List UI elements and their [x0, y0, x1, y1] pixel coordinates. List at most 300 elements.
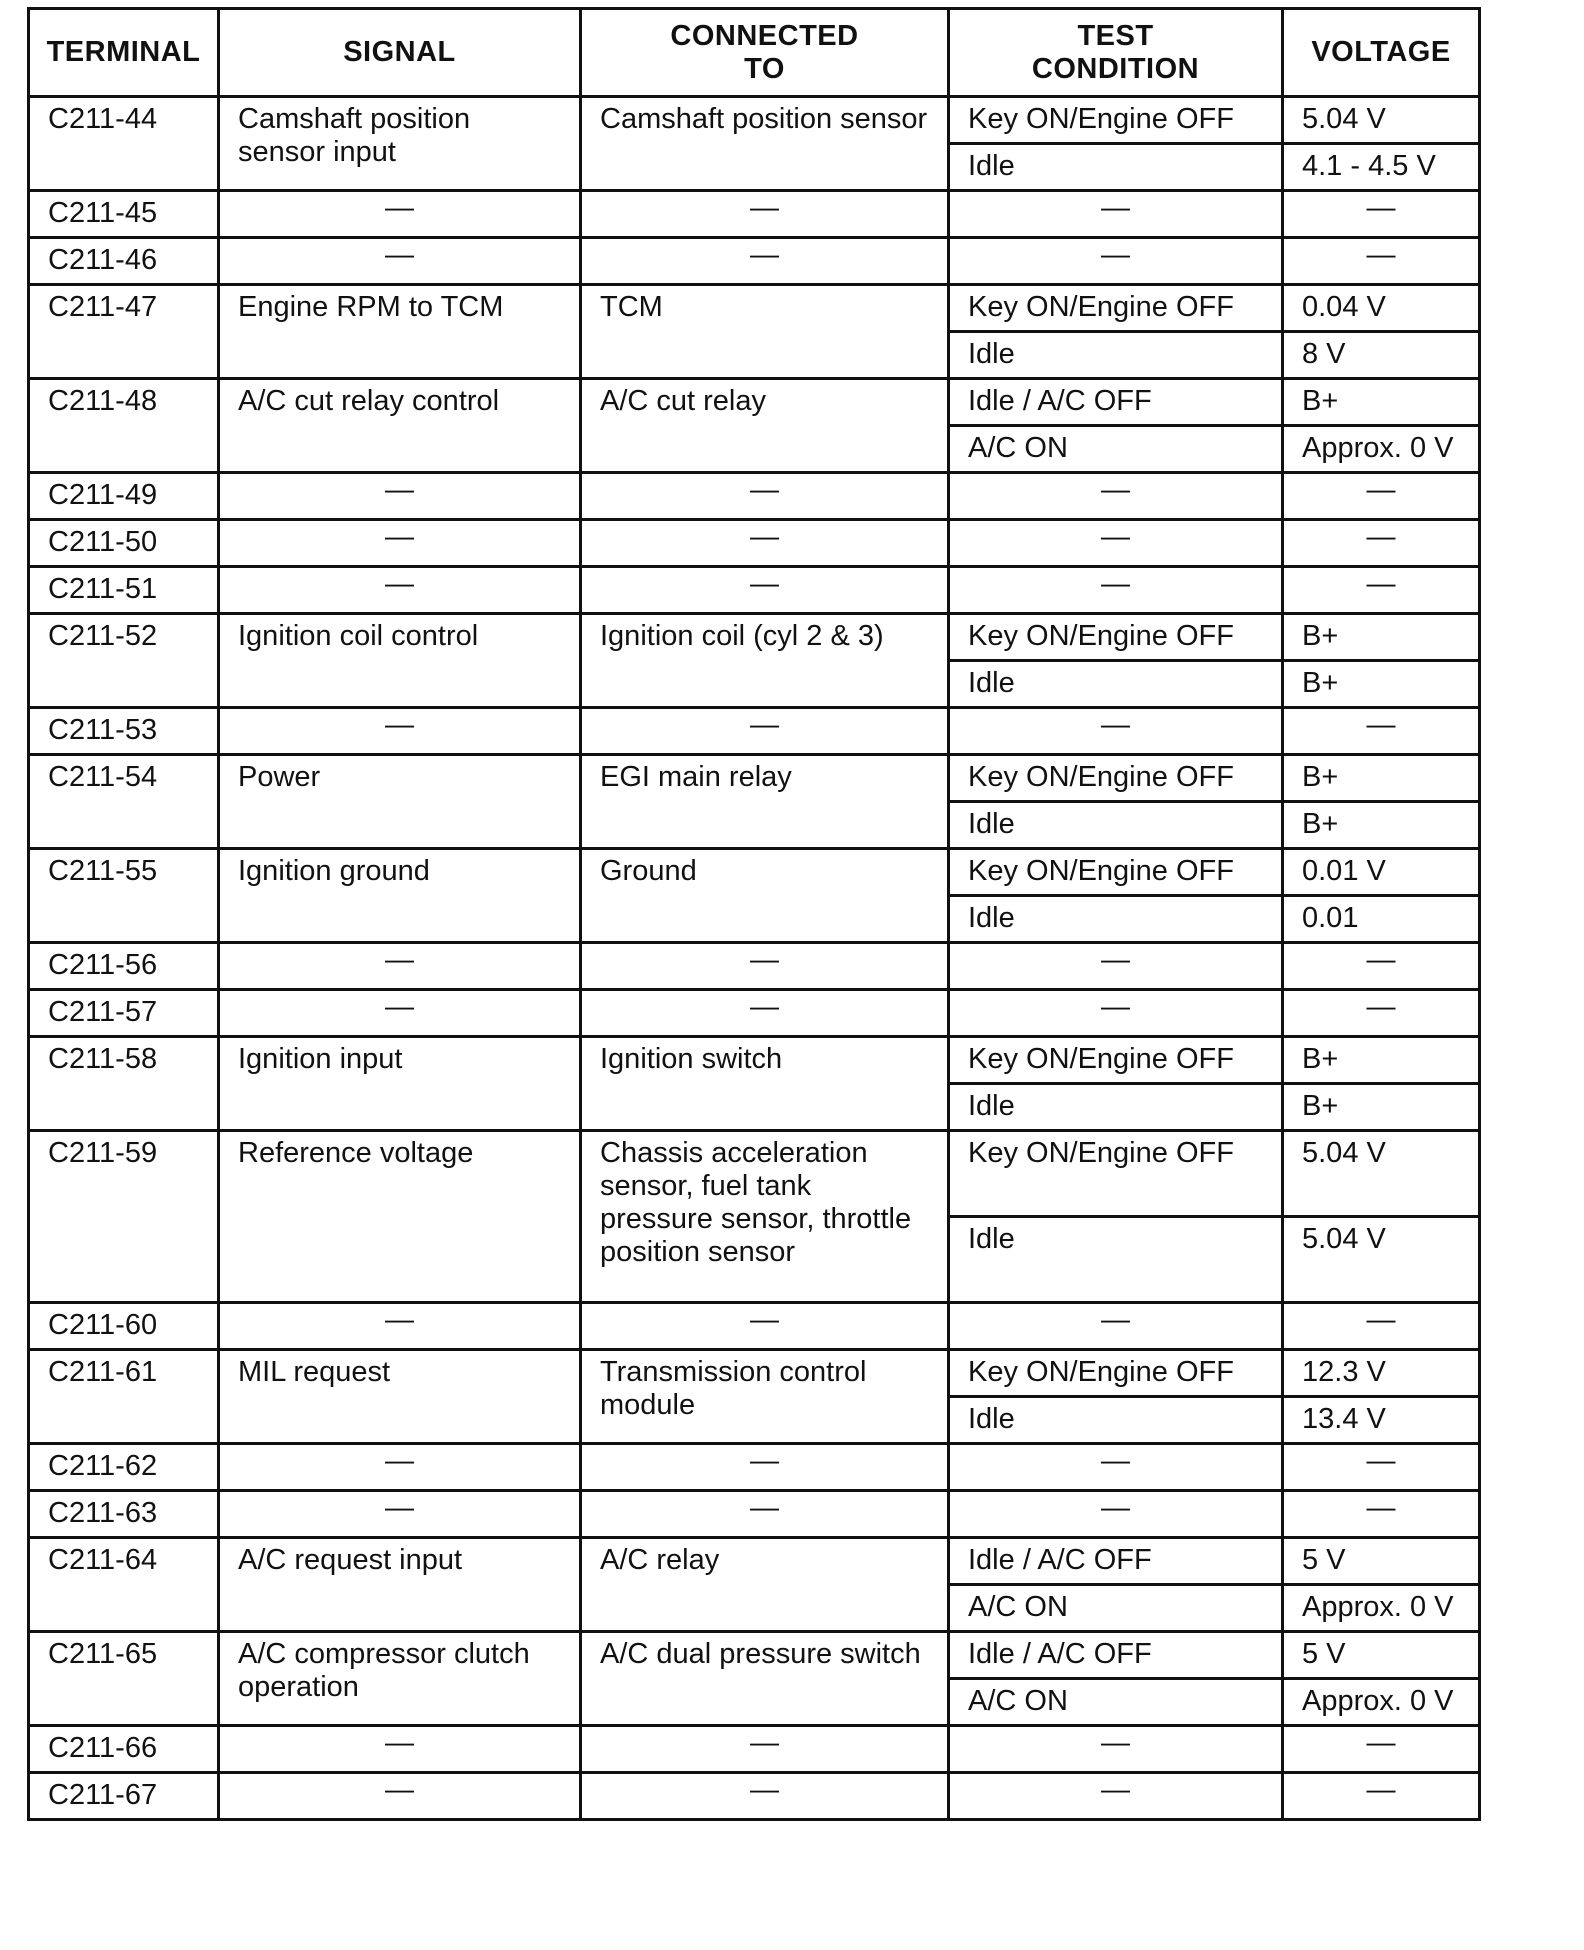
connected-to-cell [581, 1491, 949, 1538]
signal-cell-text: — [385, 521, 414, 553]
voltage-cell-text: — [1366, 1445, 1396, 1477]
voltage-cell [1283, 896, 1480, 943]
terminal-cell [29, 238, 219, 285]
voltage-cell [1283, 1679, 1480, 1726]
test-condition-cell-text: Key ON/Engine OFF [968, 761, 1234, 793]
voltage-cell-text: B+ [1302, 1090, 1339, 1122]
terminal-cell-text: C211-49 [48, 479, 158, 511]
signal-cell [219, 943, 581, 990]
test-condition-cell-text: Key ON/Engine OFF [968, 291, 1234, 323]
table-row [29, 473, 1480, 520]
voltage-cell [1283, 473, 1480, 520]
header-connected-line-1: CONNECTED [670, 19, 859, 52]
terminal-cell-text: C211-59 [48, 1137, 158, 1169]
terminal-cell-text: C211-48 [48, 385, 158, 417]
table-row [29, 1037, 1480, 1084]
test-condition-cell-text: Idle [968, 338, 1015, 370]
signal-cell-text: — [385, 709, 414, 741]
voltage-cell [1283, 1773, 1480, 1820]
terminal-cell [29, 97, 219, 191]
signal-cell-text: — [385, 568, 414, 600]
signal-cell [219, 520, 581, 567]
signal-cell [219, 614, 581, 708]
table-row [29, 849, 1480, 896]
connected-to-cell-text: TCM [600, 291, 663, 323]
test-condition-cell-text: Idle [968, 1403, 1015, 1435]
terminal-cell [29, 1538, 219, 1632]
test-condition-cell [949, 990, 1283, 1037]
test-condition-cell [949, 285, 1283, 332]
terminal-cell [29, 1491, 219, 1538]
voltage-cell-text: 5.04 V [1302, 1137, 1386, 1169]
voltage-cell-text: 4.1 - 4.5 V [1302, 150, 1436, 182]
connected-to-cell [581, 520, 949, 567]
signal-cell-text: A/C cut relay control [238, 385, 500, 417]
test-condition-cell-text: Idle [968, 808, 1015, 840]
connected-to-cell-text: — [750, 1445, 779, 1477]
connected-to-cell [581, 567, 949, 614]
connected-to-cell [581, 614, 949, 708]
connected-to-cell [581, 473, 949, 520]
header-signal [219, 9, 581, 97]
voltage-cell [1283, 567, 1480, 614]
connected-to-cell [581, 1632, 949, 1726]
terminal-cell [29, 1131, 219, 1303]
test-condition-cell-text: — [1101, 1492, 1130, 1524]
test-condition-cell [949, 1444, 1283, 1491]
test-condition-cell [949, 1217, 1283, 1303]
test-condition-cell-text: — [1101, 568, 1130, 600]
test-condition-cell [949, 1632, 1283, 1679]
voltage-cell [1283, 191, 1480, 238]
signal-cell-text: — [385, 192, 414, 224]
signal-cell [219, 1773, 581, 1820]
voltage-cell [1283, 1538, 1480, 1585]
signal-cell [219, 473, 581, 520]
test-condition-cell-text: — [1101, 944, 1130, 976]
terminal-cell-text: C211-45 [48, 197, 158, 229]
signal-cell-text: A/C compressor clutch operation [238, 1638, 530, 1703]
terminal-cell [29, 1726, 219, 1773]
table-row [29, 755, 1480, 802]
voltage-cell [1283, 1726, 1480, 1773]
table-row [29, 97, 1480, 144]
pin-table-sheet [27, 7, 1478, 1821]
table-row [29, 1491, 1480, 1538]
signal-cell [219, 708, 581, 755]
connected-to-cell-text: — [750, 944, 779, 976]
test-condition-cell [949, 1491, 1283, 1538]
terminal-cell-text: C211-63 [48, 1497, 158, 1529]
connected-to-cell [581, 238, 949, 285]
test-condition-cell [949, 1538, 1283, 1585]
signal-cell-text: — [385, 1727, 414, 1759]
test-condition-cell [949, 144, 1283, 191]
table-row [29, 1632, 1480, 1679]
voltage-cell [1283, 1444, 1480, 1491]
table-row [29, 1303, 1480, 1350]
voltage-cell [1283, 943, 1480, 990]
signal-cell-text: — [385, 1492, 414, 1524]
table-body [29, 97, 1480, 1820]
terminal-cell [29, 1350, 219, 1444]
test-condition-cell-text: Key ON/Engine OFF [968, 1043, 1234, 1075]
test-condition-cell [949, 426, 1283, 473]
test-condition-cell [949, 1773, 1283, 1820]
connected-to-cell [581, 97, 949, 191]
table-row [29, 1444, 1480, 1491]
table-row [29, 1773, 1480, 1820]
voltage-cell-text: 5 V [1302, 1544, 1346, 1576]
signal-cell [219, 191, 581, 238]
test-condition-cell-text: Idle / A/C OFF [968, 385, 1152, 417]
voltage-cell [1283, 1037, 1480, 1084]
connected-to-cell-text: — [750, 1727, 779, 1759]
header-voltage [1283, 9, 1480, 97]
voltage-cell [1283, 1350, 1480, 1397]
test-condition-cell-text: Key ON/Engine OFF [968, 103, 1234, 135]
header-test-line-1: TEST [1077, 19, 1154, 52]
connected-to-cell-text: A/C dual pressure switch [600, 1638, 921, 1670]
terminal-cell-text: C211-60 [48, 1309, 158, 1341]
test-condition-cell-text: A/C ON [968, 1685, 1068, 1717]
signal-cell [219, 1444, 581, 1491]
signal-cell [219, 567, 581, 614]
test-condition-cell [949, 1585, 1283, 1632]
voltage-cell [1283, 1303, 1480, 1350]
signal-cell [219, 1350, 581, 1444]
test-condition-cell [949, 1726, 1283, 1773]
voltage-cell-text: — [1366, 474, 1396, 506]
terminal-cell-text: C211-56 [48, 949, 158, 981]
terminal-cell [29, 1632, 219, 1726]
signal-cell [219, 990, 581, 1037]
signal-cell-text: Ignition coil control [238, 620, 479, 652]
header-terminal-label: TERMINAL [46, 36, 201, 68]
pin-voltage-table [27, 7, 1481, 1821]
table-row [29, 708, 1480, 755]
signal-cell-text: — [385, 1445, 414, 1477]
signal-cell-text: — [385, 1304, 414, 1336]
connected-to-cell-text: — [750, 1304, 779, 1336]
table-row [29, 1726, 1480, 1773]
terminal-cell-text: C211-53 [48, 714, 158, 746]
terminal-cell [29, 849, 219, 943]
voltage-cell-text: 12.3 V [1302, 1356, 1386, 1388]
voltage-cell [1283, 802, 1480, 849]
signal-cell-text: MIL request [238, 1356, 391, 1388]
table-header-row [29, 9, 1480, 97]
header-voltage-label: VOLTAGE [1311, 36, 1451, 68]
test-condition-cell-text: Key ON/Engine OFF [968, 1356, 1234, 1388]
signal-cell [219, 1037, 581, 1131]
table-row [29, 990, 1480, 1037]
table-row [29, 285, 1480, 332]
test-condition-cell [949, 896, 1283, 943]
terminal-cell-text: C211-44 [48, 103, 158, 135]
test-condition-cell-text: Key ON/Engine OFF [968, 620, 1234, 652]
header-signal-label: SIGNAL [343, 36, 456, 68]
terminal-cell-text: C211-46 [48, 244, 158, 276]
test-condition-cell [949, 520, 1283, 567]
voltage-cell-text: — [1366, 709, 1396, 741]
signal-cell [219, 1632, 581, 1726]
connected-to-cell-text: Ground [600, 855, 697, 887]
test-condition-cell-text: A/C ON [968, 432, 1068, 464]
terminal-cell [29, 1773, 219, 1820]
terminal-cell [29, 1444, 219, 1491]
voltage-cell-text: B+ [1302, 808, 1339, 840]
header-test-condition [949, 9, 1283, 97]
table-row [29, 943, 1480, 990]
test-condition-cell [949, 943, 1283, 990]
voltage-cell [1283, 238, 1480, 285]
voltage-cell-text: — [1366, 568, 1396, 600]
connected-to-cell-text: A/C cut relay [600, 385, 766, 417]
connected-to-cell [581, 285, 949, 379]
voltage-cell [1283, 1397, 1480, 1444]
voltage-cell-text: 5.04 V [1302, 1223, 1386, 1255]
terminal-cell [29, 943, 219, 990]
test-condition-cell [949, 1350, 1283, 1397]
signal-cell [219, 849, 581, 943]
connected-to-cell-text: A/C relay [600, 1544, 720, 1576]
voltage-cell-text: — [1366, 1774, 1396, 1806]
terminal-cell [29, 567, 219, 614]
test-condition-cell [949, 379, 1283, 426]
signal-cell [219, 1726, 581, 1773]
terminal-cell-text: C211-67 [48, 1779, 158, 1811]
terminal-cell [29, 520, 219, 567]
signal-cell-text: — [385, 944, 414, 976]
test-condition-cell-text: Idle [968, 1090, 1015, 1122]
test-condition-cell-text: Key ON/Engine OFF [968, 1137, 1234, 1169]
voltage-cell [1283, 332, 1480, 379]
connected-to-cell-text: — [750, 1774, 779, 1806]
voltage-cell [1283, 426, 1480, 473]
voltage-cell [1283, 1491, 1480, 1538]
signal-cell-text: — [385, 239, 414, 271]
signal-cell [219, 379, 581, 473]
terminal-cell-text: C211-64 [48, 1544, 158, 1576]
signal-cell-text: Camshaft position sensor input [238, 103, 471, 168]
connected-to-cell-text: — [750, 521, 779, 553]
voltage-cell [1283, 614, 1480, 661]
test-condition-cell [949, 332, 1283, 379]
test-condition-cell [949, 1131, 1283, 1217]
signal-cell-text: Ignition ground [238, 855, 430, 887]
test-condition-cell-text: A/C ON [968, 1591, 1068, 1623]
test-condition-cell [949, 708, 1283, 755]
connected-to-cell-text: Ignition switch [600, 1043, 783, 1075]
voltage-cell-text: B+ [1302, 761, 1339, 793]
signal-cell [219, 1538, 581, 1632]
connected-to-cell [581, 849, 949, 943]
voltage-cell-text: 13.4 V [1302, 1403, 1386, 1435]
connected-to-cell-text: Camshaft position sensor [600, 103, 928, 135]
terminal-cell-text: C211-65 [48, 1638, 158, 1670]
connected-to-cell-text: EGI main relay [600, 761, 792, 793]
test-condition-cell-text: — [1101, 1727, 1130, 1759]
test-condition-cell-text: — [1101, 521, 1130, 553]
voltage-cell [1283, 1217, 1480, 1303]
voltage-cell-text: 8 V [1302, 338, 1346, 370]
signal-cell [219, 97, 581, 191]
table-row [29, 379, 1480, 426]
connected-to-cell [581, 1131, 949, 1303]
terminal-cell [29, 990, 219, 1037]
signal-cell-text: — [385, 1774, 414, 1806]
connected-to-cell [581, 1444, 949, 1491]
table-row [29, 1131, 1480, 1217]
terminal-cell-text: C211-62 [48, 1450, 158, 1482]
voltage-cell-text: 5 V [1302, 1638, 1346, 1670]
terminal-cell-text: C211-55 [48, 855, 158, 887]
connected-to-cell [581, 755, 949, 849]
connected-to-cell-text: Ignition coil (cyl 2 & 3) [600, 620, 884, 652]
connected-to-cell [581, 1350, 949, 1444]
terminal-cell-text: C211-52 [48, 620, 158, 652]
test-condition-cell-text: Idle [968, 667, 1015, 699]
test-condition-cell [949, 1679, 1283, 1726]
table-row [29, 191, 1480, 238]
header-test-line-2: CONDITION [1031, 52, 1200, 85]
connected-to-cell [581, 379, 949, 473]
signal-cell-text: — [385, 991, 414, 1023]
test-condition-cell [949, 567, 1283, 614]
test-condition-cell [949, 191, 1283, 238]
terminal-cell-text: C211-50 [48, 526, 158, 558]
table-row [29, 1350, 1480, 1397]
connected-to-cell [581, 1303, 949, 1350]
voltage-cell-text: — [1366, 991, 1396, 1023]
connected-to-cell [581, 1538, 949, 1632]
voltage-cell-text: 0.01 V [1302, 855, 1386, 887]
connected-to-cell [581, 191, 949, 238]
voltage-cell [1283, 849, 1480, 896]
voltage-cell-text: — [1366, 192, 1396, 224]
voltage-cell-text: B+ [1302, 620, 1339, 652]
connected-to-cell [581, 943, 949, 990]
terminal-cell [29, 379, 219, 473]
connected-to-cell-text: Transmission control module [600, 1356, 867, 1421]
table-row [29, 567, 1480, 614]
voltage-cell [1283, 1585, 1480, 1632]
header-terminal [29, 9, 219, 97]
test-condition-cell-text: — [1101, 474, 1130, 506]
signal-cell-text: Power [238, 761, 321, 793]
voltage-cell-text: — [1366, 239, 1396, 271]
test-condition-cell [949, 1397, 1283, 1444]
signal-cell [219, 238, 581, 285]
test-condition-cell-text: — [1101, 192, 1130, 224]
table-row [29, 1538, 1480, 1585]
signal-cell [219, 1131, 581, 1303]
voltage-cell [1283, 1084, 1480, 1131]
test-condition-cell [949, 614, 1283, 661]
voltage-cell-text: B+ [1302, 385, 1339, 417]
terminal-cell-text: C211-47 [48, 291, 158, 323]
connected-to-cell-text: — [750, 1492, 779, 1524]
terminal-cell [29, 708, 219, 755]
test-condition-cell [949, 661, 1283, 708]
test-condition-cell [949, 755, 1283, 802]
signal-cell-text: Engine RPM to TCM [238, 291, 504, 323]
table-row [29, 614, 1480, 661]
connected-to-cell-text: — [750, 239, 779, 271]
header-connected-to [581, 9, 949, 97]
test-condition-cell [949, 238, 1283, 285]
test-condition-cell-text: Key ON/Engine OFF [968, 855, 1234, 887]
voltage-cell-text: Approx. 0 V [1302, 432, 1454, 464]
table-row [29, 238, 1480, 285]
connected-to-cell-text: — [750, 568, 779, 600]
test-condition-cell [949, 1084, 1283, 1131]
voltage-cell [1283, 379, 1480, 426]
test-condition-cell-text: — [1101, 709, 1130, 741]
signal-cell-text: — [385, 474, 414, 506]
voltage-cell [1283, 661, 1480, 708]
terminal-cell [29, 473, 219, 520]
voltage-cell [1283, 1131, 1480, 1217]
voltage-cell-text: — [1366, 521, 1396, 553]
signal-cell [219, 1303, 581, 1350]
connected-to-cell [581, 708, 949, 755]
terminal-cell-text: C211-61 [48, 1356, 158, 1388]
voltage-cell-text: B+ [1302, 1043, 1339, 1075]
terminal-cell [29, 614, 219, 708]
terminal-cell [29, 191, 219, 238]
connected-to-cell [581, 990, 949, 1037]
test-condition-cell [949, 473, 1283, 520]
voltage-cell-text: 0.01 [1302, 902, 1359, 934]
signal-cell-text: A/C request input [238, 1544, 463, 1576]
test-condition-cell-text: Idle / A/C OFF [968, 1638, 1152, 1670]
voltage-cell [1283, 285, 1480, 332]
voltage-cell-text: B+ [1302, 667, 1339, 699]
connected-to-cell-text: — [750, 192, 779, 224]
voltage-cell-text: — [1366, 1304, 1396, 1336]
voltage-cell [1283, 144, 1480, 191]
test-condition-cell [949, 1303, 1283, 1350]
voltage-cell [1283, 708, 1480, 755]
header-connected-line-2: TO [744, 52, 785, 85]
signal-cell [219, 755, 581, 849]
voltage-cell-text: — [1366, 1492, 1396, 1524]
test-condition-cell-text: Idle [968, 1223, 1015, 1255]
terminal-cell [29, 1303, 219, 1350]
test-condition-cell-text: — [1101, 239, 1130, 271]
terminal-cell [29, 755, 219, 849]
connected-to-cell-text: — [750, 991, 779, 1023]
connected-to-cell [581, 1037, 949, 1131]
test-condition-cell [949, 802, 1283, 849]
voltage-cell [1283, 755, 1480, 802]
test-condition-cell-text: — [1101, 1304, 1130, 1336]
voltage-cell-text: 0.04 V [1302, 291, 1386, 323]
signal-cell [219, 285, 581, 379]
connected-to-cell-text: — [750, 709, 779, 741]
terminal-cell-text: C211-66 [48, 1732, 158, 1764]
terminal-cell-text: C211-51 [48, 573, 158, 605]
voltage-cell [1283, 97, 1480, 144]
connected-to-cell [581, 1726, 949, 1773]
test-condition-cell [949, 97, 1283, 144]
test-condition-cell [949, 849, 1283, 896]
voltage-cell [1283, 990, 1480, 1037]
test-condition-cell-text: — [1101, 1445, 1130, 1477]
test-condition-cell-text: — [1101, 991, 1130, 1023]
